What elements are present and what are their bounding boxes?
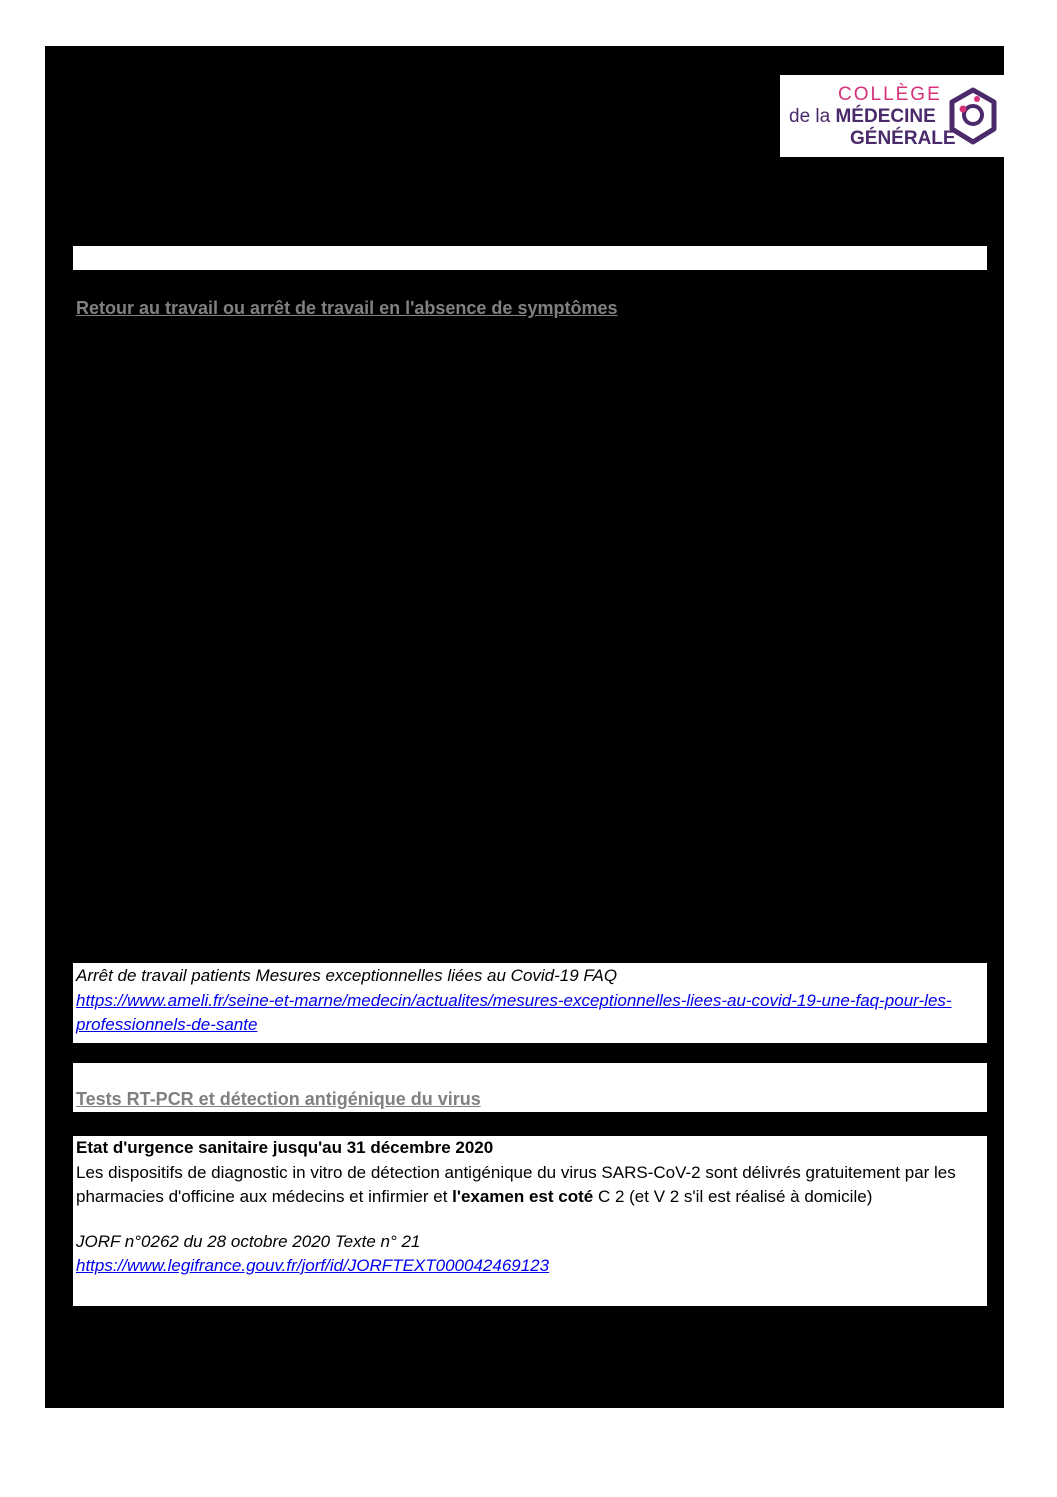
cmg-hexagon-logo-icon [948, 87, 998, 145]
section-header-band [73, 246, 987, 270]
heading-return-to-work: Retour au travail ou arrêt de travail en l'absence de symptômes [76, 298, 618, 318]
box-title: Etat d'urgence sanitaire jusqu'au 31 décembre 2020 [76, 1138, 494, 1157]
logo-line-college: COLLÈGE [838, 84, 942, 105]
heading-tests: Tests RT-PCR et détection antigénique du virus [76, 1089, 481, 1109]
legifrance-link[interactable]: https://www.legifrance.gouv.fr/jorf/id/JORFTEXT000042469123 [76, 1256, 550, 1275]
logo-line-prefix: de la [789, 106, 831, 127]
logo-line-medecine [789, 106, 936, 128]
source-title: Arrêt de travail patients Mesures exceptionnelles liées au Covid-19 FAQ [76, 966, 618, 985]
college-medecine-generale-logo [780, 75, 1004, 157]
ameli-faq-link[interactable]: https://www.ameli.fr/seine-et-marne/medecin/actualites/mesures-exceptionnelles-liees-au-covid-19-une-faq-pour-les-professionnels-de-sante [76, 991, 952, 1034]
sources-block [73, 963, 987, 1043]
tests-info-box [73, 1135, 987, 1306]
box-text-bold: l'examen est coté [452, 1187, 594, 1206]
box-text-part2: C 2 (et V 2 s'il est réalisé à domicile) [593, 1187, 873, 1206]
logo-line-generale: GÉNÉRALE [850, 128, 956, 149]
box-text-part1: Les dispositifs de diagnostic in vitro de détection antigénique du virus SARS-CoV-2 sont délivrés gratuitement par les pharmacies d'officine aux médecins et infirmier et [76, 1163, 956, 1206]
logo-line-medecine-bold: MÉDECINE [835, 106, 936, 127]
jorf-reference: JORF n°0262 du 28 octobre 2020 Texte n° 21 [76, 1232, 421, 1251]
box-text [76, 1161, 988, 1209]
